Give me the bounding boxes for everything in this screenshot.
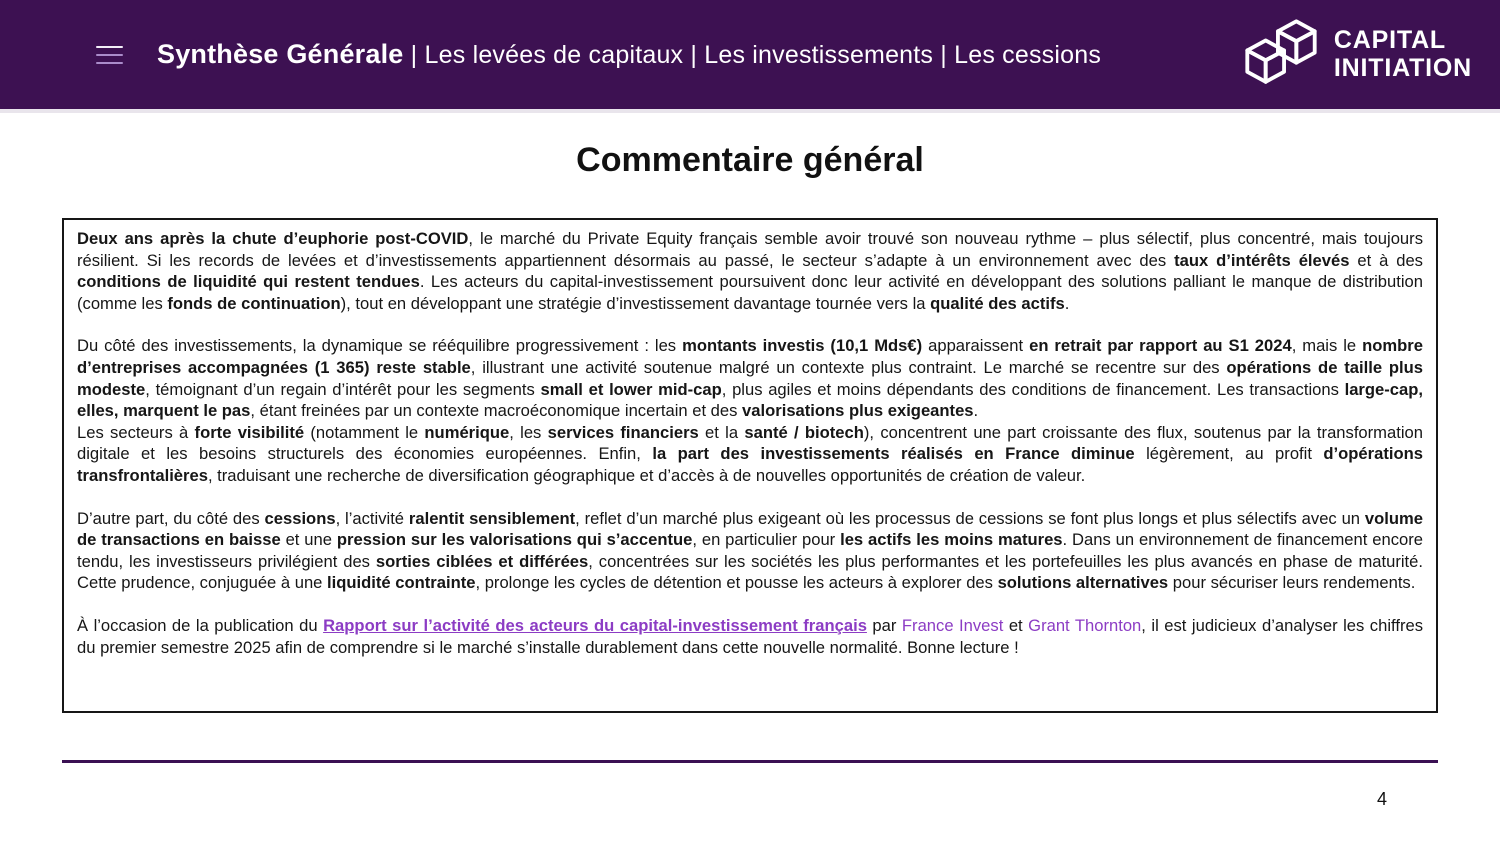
- text-run: , en particulier pour: [692, 530, 841, 550]
- text-run: , plus agiles et moins dépendants des conditions de financement. Les transactions: [721, 379, 1345, 399]
- page-number: 4: [1376, 789, 1387, 809]
- text-run: , mais le: [1291, 336, 1363, 356]
- text-run: small et lower mid-cap: [540, 379, 722, 399]
- text-run: Deux ans après la chute d’euphorie post-COVID: [77, 229, 469, 248]
- paragraph: [77, 335, 1423, 421]
- text-run: nombre d’entreprises accompagnées (1 365) reste stable: [77, 336, 1423, 377]
- text-run: . Les acteurs du capital-investissement poursuivent donc leur activité en développant des solutions palliant le manque de distribution (comme les: [77, 272, 1423, 313]
- text-run: sorties ciblées et différées: [375, 551, 589, 571]
- paragraph: [77, 615, 1423, 658]
- text-run: D’autre part, du côté des: [77, 508, 265, 528]
- commentary-box: [62, 218, 1438, 713]
- menu-icon[interactable]: [96, 46, 123, 64]
- text-run: pression sur les valorisations qui s’accentue: [336, 530, 693, 550]
- text-run: numérique: [424, 422, 510, 442]
- text-run: À l’occasion de la publication du: [77, 615, 324, 635]
- text-run: , il est judicieux d’analyser les chiffres du premier semestre 2025 afin de comprendre si le marché s’installe durablement dans cette nouvelle normalité. Bonne lecture !: [77, 615, 1423, 657]
- text-run: liquidité contrainte: [327, 573, 476, 593]
- header-title-section: Synthèse Générale: [157, 39, 404, 69]
- logo-text: [1334, 27, 1472, 82]
- text-run: et une: [280, 530, 337, 550]
- paragraph: [77, 422, 1423, 487]
- text-run: large-cap, elles, marquent le pas: [77, 379, 1423, 421]
- text-run: , concentrées sur les sociétés les plus performantes et les portefeuilles les plus avancés en phase de maturité. Cette prudence, conjuguée à une: [77, 551, 1423, 593]
- text-run: .: [1064, 293, 1070, 313]
- text-run: , témoignant d’un regain d’intérêt pour les segments: [145, 379, 541, 399]
- text-run: , étant freinées par un contexte macroéconomique incertain et des: [250, 401, 743, 421]
- commentary-text: [77, 228, 1423, 658]
- logo-text-line2: INITIATION: [1333, 53, 1472, 82]
- text-run: services financiers: [547, 422, 699, 442]
- text-run: ), tout en développant une stratégie d’investissement davantage tournée vers la: [340, 293, 931, 313]
- logo-cubes-icon: [1241, 19, 1321, 91]
- text-run: volume de transactions en baisse: [77, 508, 1423, 550]
- text-run: ralentit sensiblement: [408, 508, 576, 528]
- text-run: Les secteurs à: [77, 422, 195, 442]
- text-run: montants investis (10,1 Mds€): [682, 336, 923, 356]
- text-run: solutions alternatives: [997, 573, 1169, 593]
- text-run: les actifs les moins matures: [840, 530, 1063, 550]
- text-run: Du côté des investissements, la dynamique se rééquilibre progressivement : les: [77, 336, 683, 356]
- text-run: qualité des actifs: [930, 293, 1065, 313]
- text-run: Grant Thornton: [1028, 615, 1142, 635]
- paragraph: [77, 228, 1423, 314]
- text-run: (notamment le: [304, 422, 425, 442]
- text-run: cessions: [264, 508, 336, 528]
- text-run: en retrait par rapport au S1 2024: [1029, 336, 1292, 356]
- text-run: , illustrant une activité soutenue malgré un contexte plus contraint. Le marché se recentre sur des: [470, 357, 1227, 377]
- page-title: Commentaire général: [576, 141, 924, 179]
- text-run: , l’activité: [335, 508, 409, 528]
- header-title-breadcrumb: | Les levées de capitaux | Les investissements | Les cessions: [403, 41, 1102, 69]
- text-run: , traduisant une recherche de diversification géographique et d’accès à de nouvelles opportunités de création de valeur.: [207, 465, 1086, 485]
- text-run: et: [1003, 615, 1029, 635]
- text-run: taux d’intérêts élevés: [1174, 250, 1350, 270]
- text-run: valorisations plus exigeantes: [742, 401, 974, 421]
- text-run: fonds de continuation: [167, 293, 341, 313]
- text-run: , reflet d’un marché plus exigeant où les processus de cessions se font plus longs et plus sélectifs avec un: [575, 508, 1365, 528]
- text-run: conditions de liquidité qui restent tendues: [77, 272, 420, 292]
- header-title: [157, 39, 1101, 70]
- footer-divider: [62, 760, 1438, 763]
- text-run: ), concentrent une part croissante des flux, soutenus par la transformation digitale et les besoins structurels des économies européennes. Enfin,: [77, 422, 1423, 464]
- logo-text-line1: CAPITAL: [1333, 26, 1446, 54]
- text-run: santé / biotech: [744, 422, 864, 442]
- text-run: , les: [509, 422, 548, 442]
- text-run: , le marché du Private Equity français semble avoir trouvé son nouveau rythme – plus sélectif, plus concentré, mais toujours résilient. Si les records de levées et d’investissements appartiennent désormais au passé, le secteur s’adapte à un environnement avec des: [77, 229, 1423, 270]
- text-run: opérations de taille plus modeste: [77, 357, 1423, 399]
- text-run: d’opérations transfrontalières: [77, 444, 1423, 485]
- paragraph: [77, 508, 1423, 594]
- text-run: forte visibilité: [194, 422, 305, 442]
- text-run: . Dans un environnement de financement encore tendu, les investisseurs privilégient des: [77, 530, 1423, 571]
- text-run: apparaissent: [922, 336, 1030, 356]
- text-run: France Invest: [901, 615, 1004, 635]
- header-bar: [0, 0, 1500, 113]
- text-run: légèrement, au profit: [1134, 444, 1324, 464]
- text-run: et la: [698, 422, 745, 442]
- text-run: pour sécuriser leurs rendements.: [1168, 573, 1416, 593]
- text-run: par: [866, 615, 902, 635]
- text-run: .: [973, 401, 979, 421]
- text-run: la part des investissements réalisés en France diminue: [652, 444, 1135, 464]
- capital-initiation-logo: [1241, 19, 1472, 91]
- report-link[interactable]: Rapport sur l’activité des acteurs du capital-investissement français: [323, 615, 867, 635]
- text-run: et à des: [1349, 250, 1423, 270]
- text-run: , prolonge les cycles de détention et pousse les acteurs à explorer des: [475, 573, 998, 593]
